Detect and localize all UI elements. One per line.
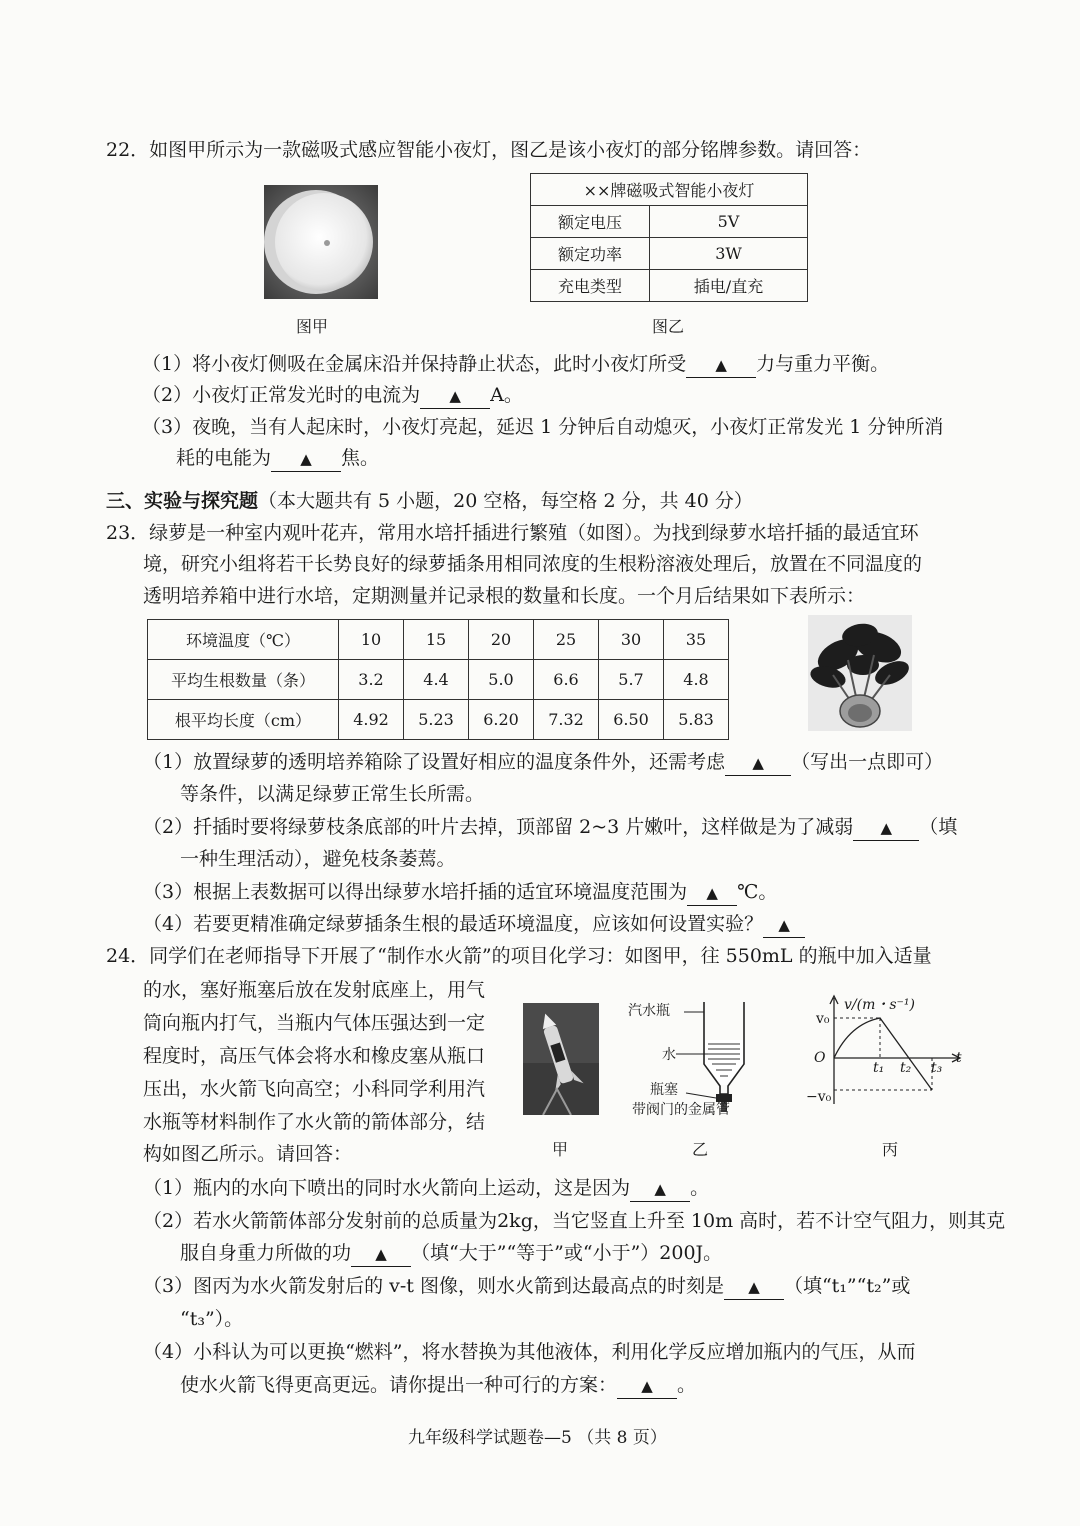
q22-stem: 22．如图甲所示为一款磁吸式感应智能小夜灯，图乙是该小夜灯的部分铭牌参数。请回答： — [106, 139, 872, 161]
q24-part4: （4）小科认为可以更换“燃料”，将水替换为其他液体，利用化学反应增加瓶内的气压，从而 — [143, 1341, 916, 1363]
q24-part2-cont: 服自身重力所做的功 ▲ （填“大于”“等于”或“小于”）200J。 — [180, 1241, 722, 1267]
q22-part1: （1）将小夜灯侧吸在金属床沿并保持静止状态，此时小夜灯所受 ▲ 力与重力平衡。 — [142, 352, 889, 378]
table-cell: 5.7 — [599, 660, 664, 700]
answer-blank[interactable]: ▲ — [853, 815, 919, 841]
table-cell: 7.32 — [534, 700, 599, 740]
nameplate-value: 3W — [650, 238, 808, 270]
q22-part3-cont: 耗的电能为 ▲ 焦。 — [176, 446, 379, 472]
q24-part1: （1）瓶内的水向下喷出的同时水火箭向上运动，这是因为 ▲ 。 — [143, 1176, 709, 1202]
rocket-photo — [523, 1003, 599, 1115]
answer-blank[interactable]: ▲ — [630, 1176, 690, 1202]
data-table — [147, 619, 729, 740]
answer-blank[interactable]: ▲ — [351, 1241, 411, 1267]
nameplate-key: 额定功率 — [531, 238, 650, 270]
q23-part4: （4）若要更精准确定绿萝插条生根的最适环境温度，应该如何设置实验？ ▲ — [143, 912, 805, 938]
table-cell: 35 — [664, 620, 729, 660]
row-label: 平均生根数量（条） — [148, 660, 339, 700]
q24-stem-2: 的水，塞好瓶塞后放在发射底座上，用气 — [143, 979, 486, 1001]
table-cell: 6.50 — [599, 700, 664, 740]
q24-part3: （3）图丙为水火箭发射后的 v-t 图像，则水火箭到达最高点的时刻是 ▲ （填“t₁”“t₂”或 — [143, 1274, 910, 1300]
nameplate-value: 5V — [650, 206, 808, 238]
q24-stem-6: 水瓶等材料制作了水火箭的箭体部分，结 — [143, 1111, 486, 1133]
table-cell: 30 — [599, 620, 664, 660]
nameplate-value: 插电/直充 — [650, 270, 808, 302]
q22-part2: （2）小夜灯正常发光时的电流为 ▲ A。 — [142, 383, 523, 409]
fig-jia-caption-24: 甲 — [552, 1140, 569, 1159]
q23-part1-cont: 等条件，以满足绿萝正常生长所需。 — [180, 783, 485, 805]
q24-stem-7: 构如图乙所示。请回答： — [143, 1143, 353, 1165]
table-cell: 6.20 — [469, 700, 534, 740]
origin-label: O — [814, 1050, 826, 1066]
row-label: 环境温度（℃） — [148, 620, 339, 660]
fig-jia-caption: 图甲 — [296, 317, 329, 336]
answer-blank[interactable]: ▲ — [686, 352, 756, 378]
neg-v0-label: −v₀ — [806, 1089, 832, 1105]
table-cell: 25 — [534, 620, 599, 660]
answer-blank[interactable]: ▲ — [763, 912, 805, 938]
table-row — [148, 700, 729, 740]
section-heading: 三、实验与探究题（本大题共有 5 小题，20 空格，每空格 2 分，共 40 分） — [106, 490, 753, 512]
q23-part2: （2）扦插时要将绿萝枝条底部的叶片去掉，顶部留 2~3 片嫩叶，这样做是为了减弱 ▲ （填 — [143, 815, 957, 841]
q24-stem-4: 程度时，高压气体会将水和橡皮塞从瓶口 — [143, 1045, 486, 1067]
label-bottle: 汽水瓶 — [628, 1003, 670, 1019]
table-cell: 4.92 — [339, 700, 404, 740]
q24-stem-3: 筒向瓶内打气，当瓶内气体压强达到一定 — [143, 1012, 486, 1034]
table-cell: 5.23 — [404, 700, 469, 740]
answer-blank[interactable]: ▲ — [271, 446, 341, 472]
table-cell: 6.6 — [534, 660, 599, 700]
q24-part4-cont: 使水火箭飞得更高更远。请你提出一种可行的方案： ▲ 。 — [180, 1373, 696, 1399]
q23-part2-cont: 一种生理活动），避免枝条萎蔫。 — [180, 848, 456, 870]
q24-part2: （2）若水火箭箭体部分发射前的总质量为2kg，当它竖直上升至 10m 高时，若不计空气阻力，则其克 — [143, 1210, 1006, 1232]
fig-yi-caption-24: 乙 — [692, 1140, 709, 1159]
axis-v-label: v/(m・s⁻¹) — [844, 997, 916, 1013]
table-cell: 20 — [469, 620, 534, 660]
table-cell: 3.2 — [339, 660, 404, 700]
label-plug: 瓶塞 — [650, 1082, 678, 1098]
answer-blank[interactable]: ▲ — [724, 1274, 784, 1300]
table-cell: 4.8 — [664, 660, 729, 700]
nameplate-table — [530, 173, 808, 302]
q23-stem-2: 境，研究小组将若干长势良好的绿萝插条用相同浓度的生根粉溶液处理后，放置在不同温度的 — [143, 553, 923, 575]
label-tube: 带阀门的金属管 — [632, 1102, 730, 1118]
nameplate-key: 充电类型 — [531, 270, 650, 302]
q23-stem-3: 透明培养箱中进行水培，定期测量并记录根的数量和长度。一个月后结果如下表所示： — [143, 585, 866, 607]
q22-part3: （3）夜晚，当有人起床时，小夜灯亮起，延迟 1 分钟后自动熄灭，小夜灯正常发光 1 分钟所消 — [142, 416, 944, 438]
q24-stem-1: 24．同学们在老师指导下开展了“制作水火箭”的项目化学习：如图甲，往 550mL 的瓶中加入适量 — [106, 945, 932, 967]
pothos-photo — [808, 615, 912, 731]
table-cell: 4.4 — [404, 660, 469, 700]
answer-blank[interactable]: ▲ — [617, 1373, 677, 1399]
table-cell: 15 — [404, 620, 469, 660]
q23-part3: （3）根据上表数据可以得出绿萝水培扦插的适宜环境温度范围为 ▲ ℃。 — [143, 880, 777, 906]
fig-bing-caption: 丙 — [882, 1140, 899, 1159]
night-light-photo — [264, 185, 378, 299]
table-cell: 5.83 — [664, 700, 729, 740]
label-water: 水 — [662, 1047, 676, 1063]
q24-stem-5: 压出，水火箭飞向高空；小科同学利用汽 — [143, 1078, 486, 1100]
row-label: 根平均长度（cm） — [148, 700, 339, 740]
table-row — [148, 660, 729, 700]
q24-part3-cont: “t₃”）。 — [180, 1308, 244, 1330]
answer-blank[interactable]: ▲ — [687, 880, 737, 906]
t2-label: t₂ — [900, 1060, 912, 1076]
answer-blank[interactable]: ▲ — [725, 750, 791, 776]
t1-label: t₁ — [873, 1060, 885, 1076]
t3-label: t₃ — [931, 1060, 943, 1076]
q23-stem-1: 23．绿萝是一种室内观叶花卉，常用水培扦插进行繁殖（如图）。为找到绿萝水培扦插的最适宜环 — [106, 522, 919, 544]
v0-label: v₀ — [816, 1011, 830, 1027]
table-cell: 5.0 — [469, 660, 534, 700]
answer-blank[interactable]: ▲ — [420, 383, 490, 409]
q23-part1: （1）放置绿萝的透明培养箱除了设置好相应的温度条件外，还需考虑 ▲ （写出一点即可） — [143, 750, 943, 776]
fig-yi-caption: 图乙 — [652, 317, 685, 336]
table-cell: 10 — [339, 620, 404, 660]
table-row — [148, 620, 729, 660]
nameplate-key: 额定电压 — [531, 206, 650, 238]
nameplate-title: ××牌磁吸式智能小夜灯 — [531, 174, 808, 206]
page-footer: 九年级科学试题卷—5 （共 8 页） — [408, 1428, 667, 1448]
axis-t-label: t — [956, 1050, 962, 1066]
